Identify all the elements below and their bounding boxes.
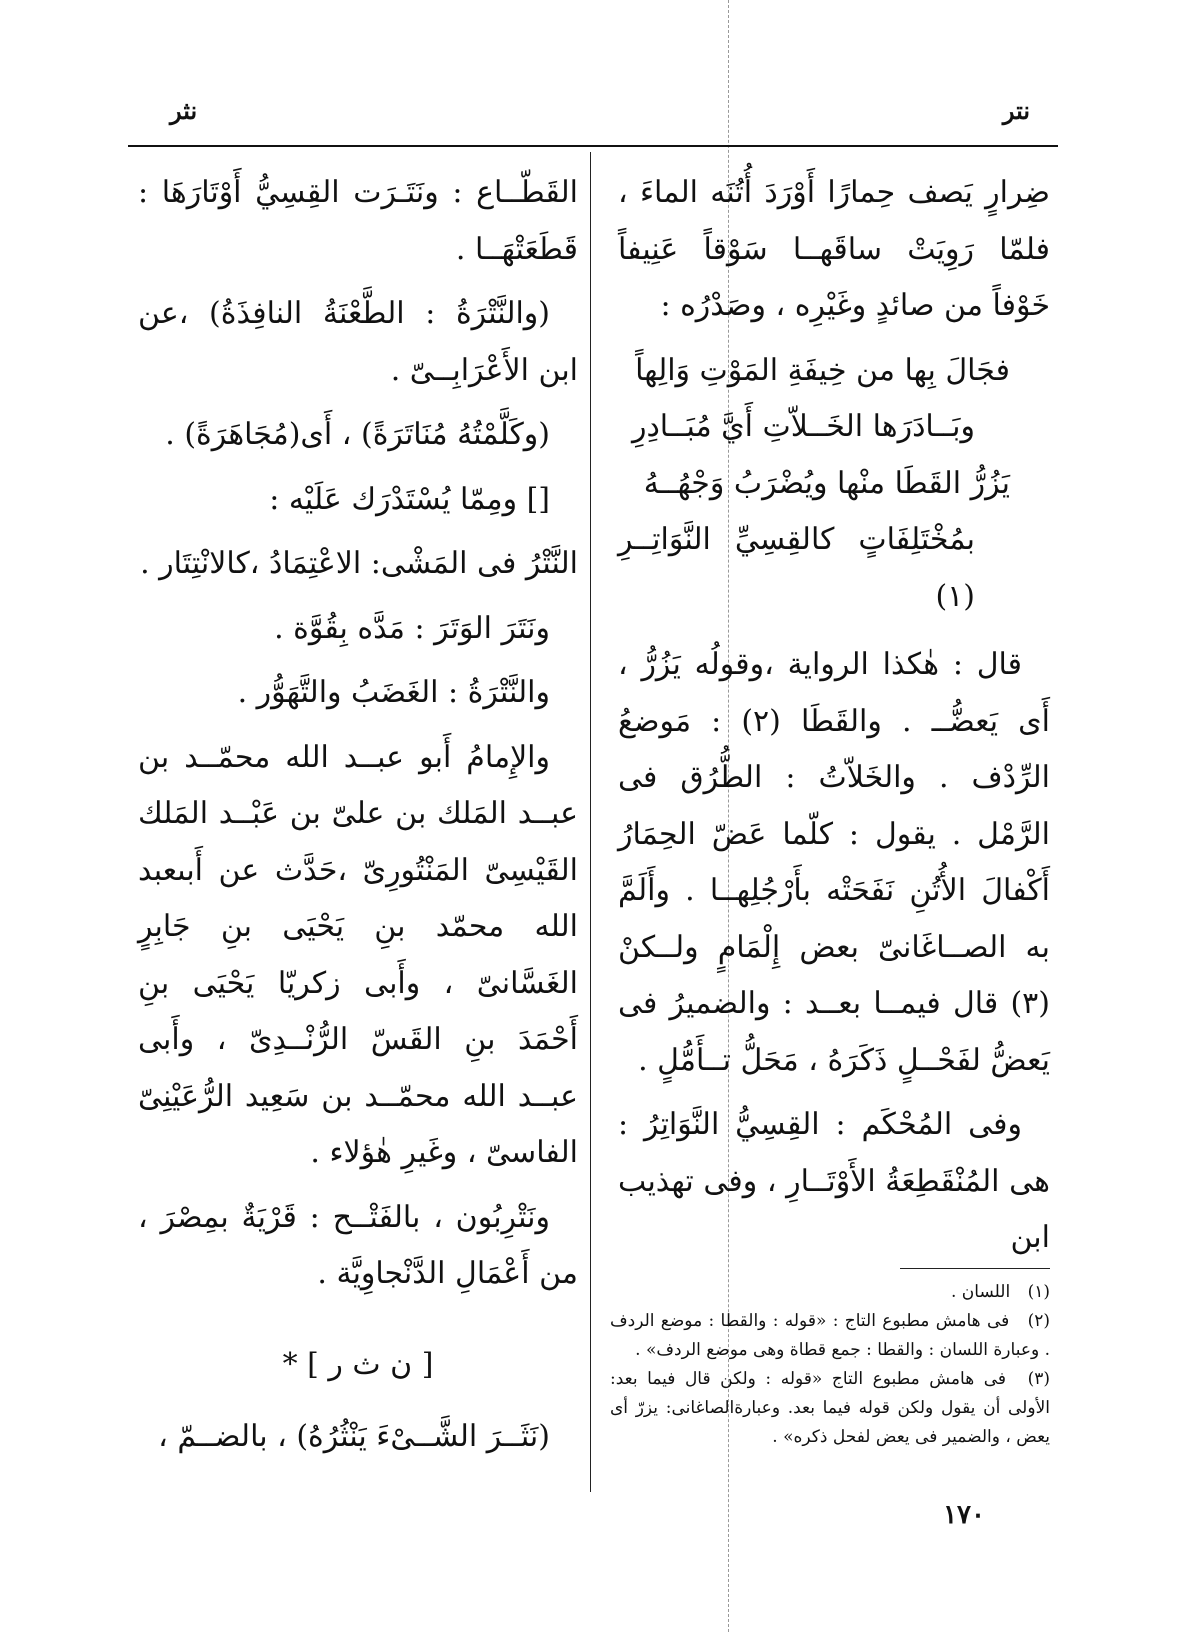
footnote: [610, 1278, 1050, 1307]
paragraph: (والنَّتْرَةُ : الطَّعْنَةُ النافِذَةُ) ،عن ابن الأَعْرَابِــىّ .: [138, 296, 578, 388]
paragraph: والنَّتْرَةُ : الغَضَبُ والتَّهَوُّر .: [237, 675, 550, 710]
footnote-rule: [900, 1268, 1050, 1269]
paragraph: والإِمامُ أَبو عبــد الله محمّــد بن عبــد المَلك بن علىّ بن عَبْــد المَلك القَيْسِىّ المَنْتُورِىّ ،حَدَّث عن أَبىعبد الله محمّد بنِ يَحْيَى بنِ جَابِرٍ الغَسَّانىّ ، وأَبى زكريّا يَحْيَى بنِ أَحْمَدَ بنِ القَسّ الرُّنْــدِىّ ، وأَبى عبــد الله محمّــد بن سَعِيد الرُّعَيْنِىّ الفاسىّ ، وغَيرِ هٰؤلاء .: [138, 739, 578, 1170]
footnote: [610, 1307, 1050, 1365]
paragraph: القَطّــاع : ونَتَـرَت القِسِيُّ أَوْتَارَهَا : قَطَعَتْهَــا .: [138, 175, 578, 267]
footnotes: [610, 1278, 1050, 1452]
footnote-text: اللسان .: [951, 1282, 1011, 1302]
footnote-number: (١): [1027, 1282, 1050, 1302]
footnote-number: (٢): [1027, 1311, 1050, 1331]
root-heading: [ ن ث ر ] *: [282, 1346, 434, 1382]
verse-line: بمُخْتَلِفَاتٍ كالقِسِيِّ النَّوَاتِــرِ (١): [618, 522, 975, 614]
paragraph: ونَتْرِبُون ، بالفَتْــح : قَرْيَةٌ بمِصْرَ ، من أَعْمَالِ الدَّنْجاوِيَّة .: [138, 1199, 578, 1291]
header-root-right: نتر: [1002, 96, 1030, 125]
footnote-text: فى هامش مطبوع التاج «قوله : ولكن قال فيما بعد: الأولى أن يقول ولكن قوله فيما بعد. وعبارةالصاغانى: يزرّ أى يعض ، والضمير فى يعض لفحل ذكره» .: [610, 1369, 1050, 1447]
column-divider: [590, 152, 591, 1492]
verse-line: يَزُرُّ القَطَا منْها ويُضْرَبُ وَجْهُــهُ: [643, 465, 1010, 501]
paragraph: [] ومِمّا يُسْتَدْرَك عَلَيْه :: [269, 481, 550, 517]
paragraph: ونَتَرَ الوَتَرَ : مَدَّه بِقُوَّة .: [274, 610, 550, 646]
right-column: [618, 165, 1050, 1275]
header-rule: [128, 145, 1058, 147]
left-column: [138, 165, 578, 1474]
paragraph: وفى المُحْكَم : القِسِيُّ النَّوَاتِرُ : هى المُنْقَطِعَةُ الأَوْتَــارِ ، وفى تهذيب ابن: [618, 1107, 1050, 1255]
verse-line: وبَــادَرَها الخَــلاّتِ أَيَّ مُبَــادِرِ: [631, 409, 975, 444]
page-number: ١٧٠: [943, 1500, 985, 1530]
header-root-left: نثر: [170, 96, 198, 125]
paragraph: ضِرارٍ يَصف حِمارًا أَوْرَدَ أُتُنَه الماءَ ، فلمّا رَوِيَتْ ساقَهــا سَوْقاً عَنِيفاً خَوْفاً من صائدٍ وغَيْرِه ، وصَدْرُه :: [618, 175, 1050, 323]
paragraph: النَّتْرُ فى المَشْى: الاعْتِمَادُ ،كالانْتِتَار .: [140, 546, 578, 581]
paragraph: (وكَلَّمْتُهُ مُنَاتَرَةً) ، أَى(مُجَاهَرَةً) .: [165, 417, 550, 452]
footnote-text: فى هامش مطبوع التاج : «قوله : والقطا : موضع الردف . وعبارة اللسان : والقطا : جمع قطاة وهى موضع الردف» .: [610, 1311, 1050, 1360]
footnote-number: (٣): [1027, 1369, 1051, 1389]
footnote: [610, 1365, 1050, 1452]
paragraph: قال : هٰكذا الرواية ،وقولُه يَزُرُّ ، أَى يَعضُّــ . والقَطَا (٢) : مَوضعُ الرِّدْف . والخَلاّتُ : الطُّرُق فى الرَّمْل . يقول : كلّما عَضّ الحِمَارُ أَكْفالَ الأُتُنِ نَفَحَتْه بأَرْجُلِهــا . وأَلَمَّ به الصــاغَانىّ بعض إِلْمَامٍ ولــكنْ (٣) قال فيمــا بعــد : والضميرُ فى يَعضُّ لفَحْــلٍ ذَكَرَهُ ، مَحَلُّ تــأَمُّلٍ .: [618, 647, 1050, 1078]
verse-line: فجَالَ بِها من خِيفَةِ المَوْتِ وَالِهاً: [635, 352, 1010, 388]
paragraph: (نَثَــرَ الشَّــىْءَ يَنْثُرُهُ) ، بالضــمّ ،: [158, 1419, 550, 1454]
